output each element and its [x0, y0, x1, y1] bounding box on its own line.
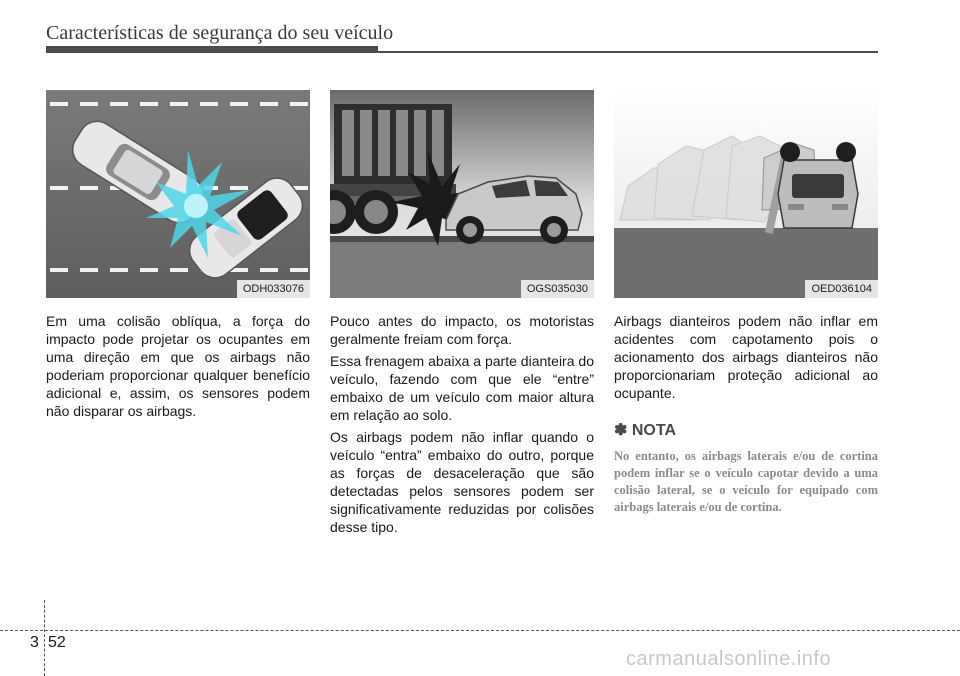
- footer-divider: [44, 600, 45, 676]
- footer-rule: [0, 630, 960, 631]
- page-number: 52: [48, 634, 66, 651]
- page-title: Características de segurança do seu veículo: [46, 22, 394, 44]
- paragraph: Os airbags podem não inflar quando o veículo “entra” embaixo do outro, porque as forças de desaceleração que são detectadas pelos sensores podem ser significativamente reduzidas por colisões desse tipo.: [330, 429, 594, 535]
- watermark: carmanualsonline.info: [626, 648, 832, 670]
- figure-code: ODH033076: [237, 280, 310, 298]
- column-rollover: [614, 312, 878, 520]
- paragraph: Em uma colisão oblíqua, a força do impacto pode projetar os ocupantes em uma direção em que os airbags não poderiam proporcionar qualquer benefício adicional e, assim, os sensores podem não disparar os airbags.: [46, 313, 310, 419]
- header-rule: [378, 51, 878, 53]
- figure-rollover: [614, 90, 878, 298]
- note-text: No entanto, os airbags laterais e/ou de cortina podem inflar se o veículo capotar devido a uma colisão lateral, se o veículo for equipado com airbags laterais e/ou de cortina.: [614, 449, 878, 514]
- column-underride: [330, 312, 594, 540]
- paragraph: Essa frenagem abaixa a parte dianteira do veículo, fazendo com que ele “entre” embaixo de um veículo com maior altura em relação ao solo.: [330, 353, 594, 423]
- paragraph: Airbags dianteiros podem não inflar em acidentes com capotamento pois o acionamento dos airbags dianteiros não proporcionariam proteção adicional ao ocupante.: [614, 313, 878, 401]
- figure-oblique-collision: [46, 90, 310, 298]
- paragraph: Pouco antes do impacto, os motoristas geralmente freiam com força.: [330, 313, 594, 347]
- note-title: ✽ NOTA: [614, 422, 676, 439]
- figure-code: OGS035030: [521, 280, 594, 298]
- rollover-illustration: [614, 90, 878, 298]
- underride-collision-illustration: [330, 90, 594, 298]
- column-oblique-collision: [46, 312, 310, 424]
- figure-underride-collision: [330, 90, 594, 298]
- oblique-collision-illustration: [46, 90, 310, 298]
- figure-code: OED036104: [805, 280, 878, 298]
- header-bar: [46, 46, 378, 53]
- chapter-number: 3: [30, 634, 39, 651]
